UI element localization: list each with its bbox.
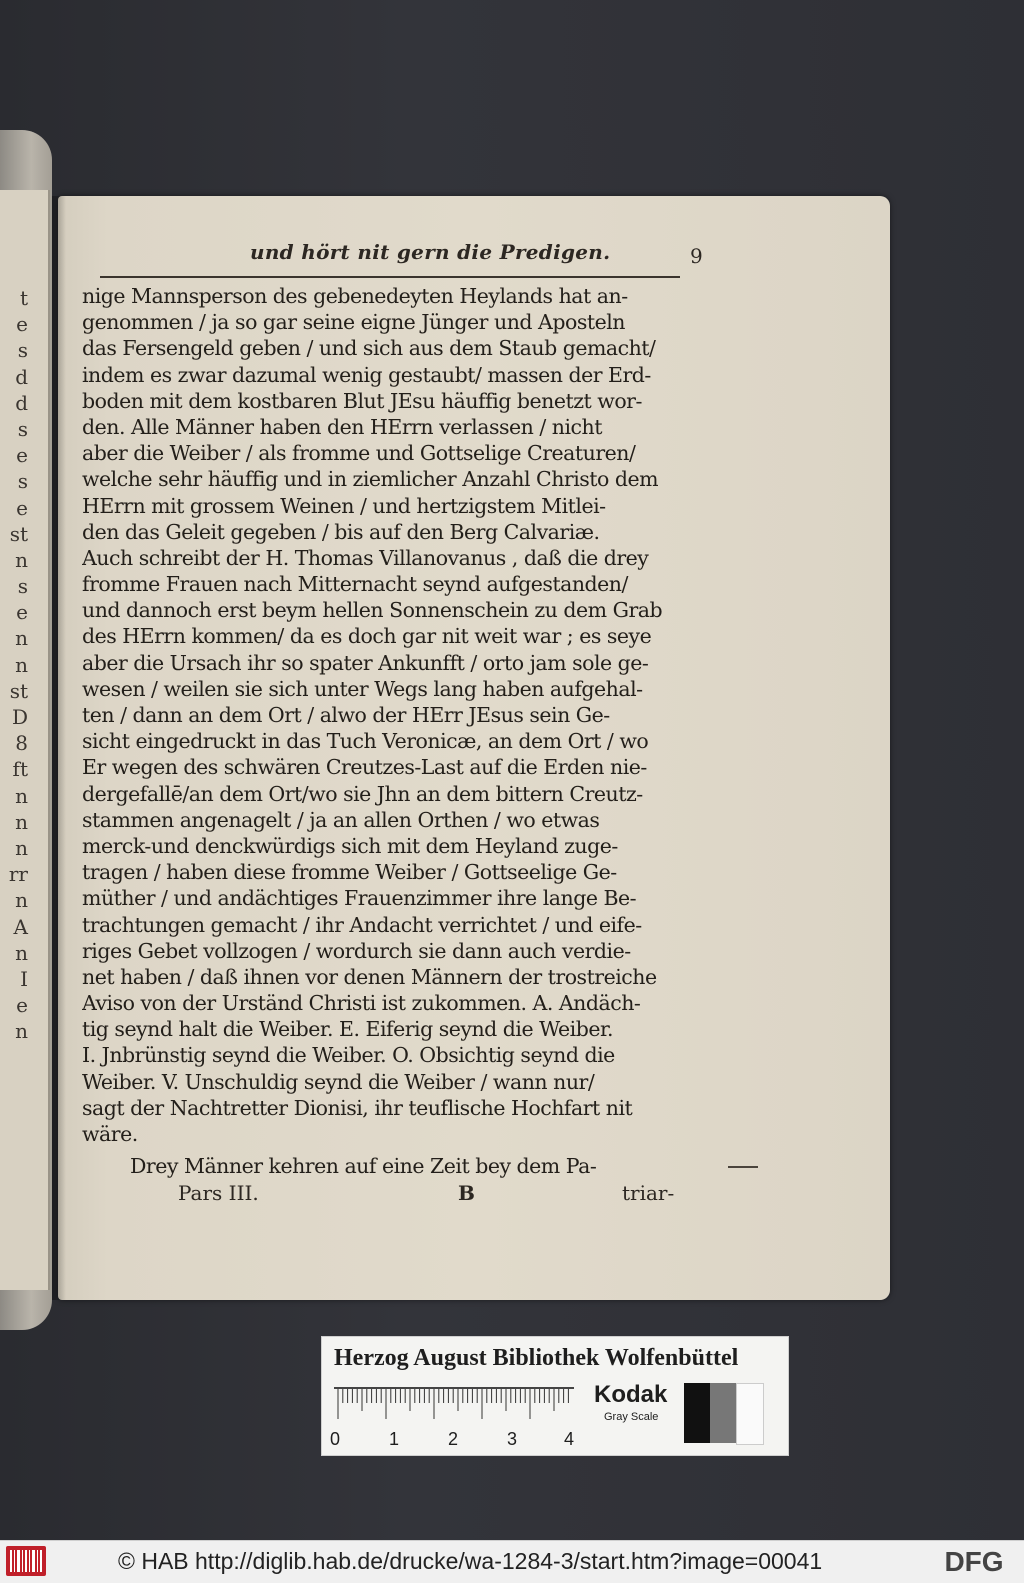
previous-page-letter: st	[9, 521, 28, 546]
text-line: HErrn mit grossem Weinen / und hertzigstem Mitlei-	[82, 493, 606, 518]
text-line: stammen angenagelt / ja an allen Orthen / wo etwas	[82, 807, 600, 832]
text-line: müther / und andächtiges Frauenzimmer ihre lange Be-	[82, 886, 637, 911]
previous-page-letter: s	[17, 416, 28, 441]
svg-text:DFG: DFG	[944, 1546, 1004, 1577]
text-line: Aviso von der Urständ Christi ist zukommen. A. Andäch-	[82, 991, 641, 1016]
previous-page-letters	[0, 285, 28, 1044]
previous-page-letter: n	[15, 888, 28, 913]
previous-page-letter: n	[15, 809, 28, 834]
ruler-number-3: 3	[507, 1429, 518, 1449]
swatch-black	[684, 1383, 710, 1443]
text-line: Drey Männer kehren auf eine Zeit bey dem Pa-	[130, 1154, 597, 1179]
text-line: fromme Frauen nach Mitternacht seynd aufgestanden/	[82, 572, 628, 597]
text-line: tig seynd halt die Weiber. E. Eiferig seynd die Weiber.	[82, 1017, 614, 1042]
previous-page-letter: n	[15, 652, 28, 677]
text-line: nige Mannsperson des gebenedeyten Heylands hat an-	[82, 284, 628, 308]
previous-page-letter: s	[17, 338, 28, 363]
text-line: riges Gebet vollzogen / wordurch sie dann auch verdie-	[82, 938, 631, 963]
ruler-number-0: 0	[330, 1429, 341, 1449]
barcode-icon	[6, 1546, 46, 1576]
library-color-card	[321, 1336, 789, 1456]
previous-page-letter: n	[15, 940, 28, 965]
text-line: des HErrn kommen/ da es doch gar nit weit war ; es seye	[82, 624, 652, 649]
previous-page-letter: n	[15, 783, 28, 808]
gathering-mark: B	[458, 1181, 475, 1205]
ruler-scale	[334, 1387, 574, 1427]
swatch-white	[736, 1383, 764, 1445]
copyright-url[interactable]: © HAB http://diglib.hab.de/drucke/wa-1284-3/start.htm?image=00041	[118, 1548, 823, 1574]
previous-page-letter: s	[17, 469, 28, 494]
text-line: den. Alle Männer haben den HErrn verlassen / nicht	[82, 414, 602, 439]
dfg-logo	[930, 1544, 1018, 1578]
body-text	[82, 283, 702, 1179]
text-line: aber die Ursach ihr so spater Ankunfft / orto jam sole ge-	[82, 650, 649, 675]
text-line: indem es zwar dazumal wenig gestaubt/ massen der Erd-	[82, 362, 651, 387]
running-head: und hört nit gern die Predigen.	[250, 240, 611, 264]
previous-page-letter: n	[15, 626, 28, 651]
previous-page-letter: n	[15, 835, 28, 860]
card-title: Herzog August Bibliothek Wolfenbüttel	[334, 1345, 739, 1371]
previous-page-letter: s	[17, 574, 28, 599]
page-number: 9	[690, 244, 703, 268]
text-line: merck-und denckwürdigs sich mit dem Heyland zuge-	[82, 833, 618, 858]
text-line: welche sehr häuffig und in ziemlicher Anzahl Christo dem	[82, 467, 659, 492]
margin-mark	[728, 1166, 758, 1168]
text-line: den das Geleit gegeben / bis auf den Berg Calvariæ.	[82, 519, 600, 544]
text-line: und dannoch erst beym hellen Sonnenschein zu dem Grab	[82, 598, 663, 623]
text-line: das Fersengeld geben / und sich aus dem Staub gemacht/	[82, 336, 656, 361]
kodak-logo: Kodak	[594, 1381, 668, 1408]
previous-page-letter: st	[9, 678, 28, 703]
text-line: trachtungen gemacht / ihr Andacht verrichtet / und eife-	[82, 912, 642, 937]
previous-page-letter: e	[16, 312, 28, 337]
catchword: triar-	[622, 1181, 675, 1205]
previous-page-letter: rr	[8, 862, 28, 887]
text-line: wesen / weilen sie sich unter Wegs lang haben aufgehal-	[82, 676, 643, 701]
text-line: boden mit dem kostbaren Blut JEsu häuffig benetzt wor-	[82, 388, 642, 413]
header-rule	[100, 276, 680, 278]
signature-mark: Pars III.	[178, 1181, 259, 1205]
previous-page-letter: e	[16, 443, 28, 468]
previous-page-edge	[0, 190, 50, 1290]
text-line: aber die Weiber / als fromme und Gottselige Creaturen/	[82, 441, 636, 466]
ruler-number-1: 1	[389, 1429, 400, 1449]
page-footer	[178, 1181, 688, 1211]
text-line: Weiber. V. Unschuldig seynd die Weiber / wann nur/	[82, 1069, 595, 1094]
text-line: Auch schreibt der H. Thomas Villanovanus , daß die drey	[82, 545, 649, 570]
text-line: sicht eingedruckt in das Tuch Veronicæ, an dem Ort / wo	[82, 729, 649, 754]
previous-page-letter: d	[15, 390, 28, 415]
previous-page-letter: e	[16, 993, 28, 1018]
text-line: wäre.	[82, 1122, 138, 1146]
text-line: genommen / ja so gar seine eigne Jünger und Aposteln	[82, 310, 625, 335]
swatch-gray	[710, 1383, 736, 1443]
previous-page-letter: e	[16, 600, 28, 625]
gray-scale-label: Gray Scale	[604, 1411, 659, 1423]
text-line: dergefallē/an dem Ort/wo sie Jhn an dem bittern Creutz-	[82, 781, 643, 806]
text-line: ten / dann an dem Ort / alwo der HErr JEsus sein Ge-	[82, 703, 610, 727]
previous-page-letter: D	[11, 705, 28, 729]
ruler-number-2: 2	[448, 1429, 459, 1449]
previous-page-letter: d	[15, 364, 28, 389]
previous-page-letter: t	[19, 286, 28, 310]
text-line: I. Jnbrünstig seynd die Weiber. O. Obsichtig seynd die	[82, 1043, 615, 1068]
previous-page-letter: 8	[15, 731, 28, 756]
ruler-number-4: 4	[564, 1429, 575, 1449]
page-gutter-shadow	[52, 196, 66, 1300]
text-line: tragen / haben diese fromme Weiber / Gottseelige Ge-	[82, 860, 617, 885]
previous-page-letter: n	[15, 547, 28, 572]
previous-page-letter: e	[16, 495, 28, 520]
text-line: Er wegen des schwären Creutzes-Last auf die Erden nie-	[82, 755, 647, 780]
previous-page-letter: I	[20, 966, 28, 991]
text-line: net haben / daß ihnen vor denen Männern der trostreiche	[82, 964, 657, 989]
text-line: sagt der Nachtretter Dionisi, ihr teuflische Hochfart nit	[82, 1095, 633, 1120]
previous-page-letter: n	[15, 1019, 28, 1044]
previous-page-letter: A	[13, 914, 28, 939]
previous-page-letter: ft	[12, 757, 28, 782]
